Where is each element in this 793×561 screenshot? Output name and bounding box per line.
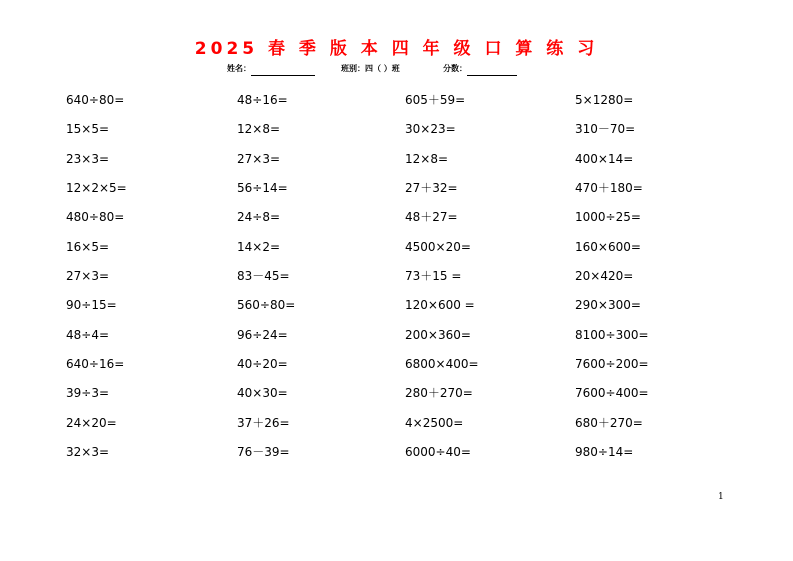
problem-c3-r8: 120×600 =	[405, 298, 475, 312]
problem-c4-r1: 5×1280=	[575, 93, 634, 107]
problem-c2-r12: 37＋26=	[237, 416, 290, 430]
problem-c3-r1: 605＋59=	[405, 93, 466, 107]
problem-c1-r12: 24×20=	[66, 416, 117, 430]
problem-c3-r3: 12×8=	[405, 152, 449, 166]
problem-c1-r13: 32×3=	[66, 445, 110, 459]
problem-c2-r11: 40×30=	[237, 386, 288, 400]
problem-c4-r13: 980÷14=	[575, 445, 634, 459]
problem-c1-r5: 480÷80=	[66, 210, 125, 224]
problem-c3-r13: 6000÷40=	[405, 445, 471, 459]
problem-c4-r10: 7600÷200=	[575, 357, 649, 371]
problem-c1-r1: 640÷80=	[66, 93, 125, 107]
problem-c1-r4: 12×2×5=	[66, 181, 127, 195]
problem-c4-r3: 400×14=	[575, 152, 634, 166]
problem-c1-r2: 15×5=	[66, 122, 110, 136]
score-label: 分数：	[443, 64, 467, 73]
problem-c4-r7: 20×420=	[575, 269, 634, 283]
problem-c2-r5: 24÷8=	[237, 210, 281, 224]
problem-c1-r9: 48÷4=	[66, 328, 110, 342]
problem-c1-r11: 39÷3=	[66, 386, 110, 400]
problem-c4-r8: 290×300=	[575, 298, 641, 312]
problem-c3-r7: 73＋15 =	[405, 269, 462, 283]
problem-c4-r4: 470＋180=	[575, 181, 643, 195]
problem-c4-r2: 310－70=	[575, 122, 636, 136]
problem-c1-r8: 90÷15=	[66, 298, 117, 312]
problem-c1-r7: 27×3=	[66, 269, 110, 283]
problem-c3-r11: 280＋270=	[405, 386, 473, 400]
problem-c4-r6: 160×600=	[575, 240, 641, 254]
problem-c1-r6: 16×5=	[66, 240, 110, 254]
problem-c3-r9: 200×360=	[405, 328, 471, 342]
problem-c2-r8: 560÷80=	[237, 298, 296, 312]
problem-c2-r13: 76－39=	[237, 445, 290, 459]
problem-c1-r10: 640÷16=	[66, 357, 125, 371]
problem-c4-r12: 680＋270=	[575, 416, 643, 430]
problem-c1-r3: 23×3=	[66, 152, 110, 166]
problem-c4-r9: 8100÷300=	[575, 328, 649, 342]
problem-c3-r4: 27＋32=	[405, 181, 458, 195]
problem-c2-r3: 27×3=	[237, 152, 281, 166]
problem-c2-r4: 56÷14=	[237, 181, 288, 195]
page-title: 2025 春 季 版 本 四 年 级 口 算 练 习	[194, 39, 599, 59]
page-number: 1	[718, 492, 724, 502]
problem-c3-r10: 6800×400=	[405, 357, 479, 371]
problem-c3-r12: 4×2500=	[405, 416, 464, 430]
name-label: 姓名：	[227, 64, 251, 73]
problem-c2-r2: 12×8=	[237, 122, 281, 136]
problem-c3-r6: 4500×20=	[405, 240, 471, 254]
class-label: 班别：四（ ）班	[341, 64, 400, 73]
problem-c2-r10: 40÷20=	[237, 357, 288, 371]
problem-c2-r6: 14×2=	[237, 240, 281, 254]
problem-c3-r5: 48＋27=	[405, 210, 458, 224]
problem-c4-r5: 1000÷25=	[575, 210, 641, 224]
problem-c3-r2: 30×23=	[405, 122, 456, 136]
problem-c4-r11: 7600÷400=	[575, 386, 649, 400]
problem-c2-r7: 83－45=	[237, 269, 290, 283]
problem-c2-r1: 48÷16=	[237, 93, 288, 107]
problem-c2-r9: 96÷24=	[237, 328, 288, 342]
